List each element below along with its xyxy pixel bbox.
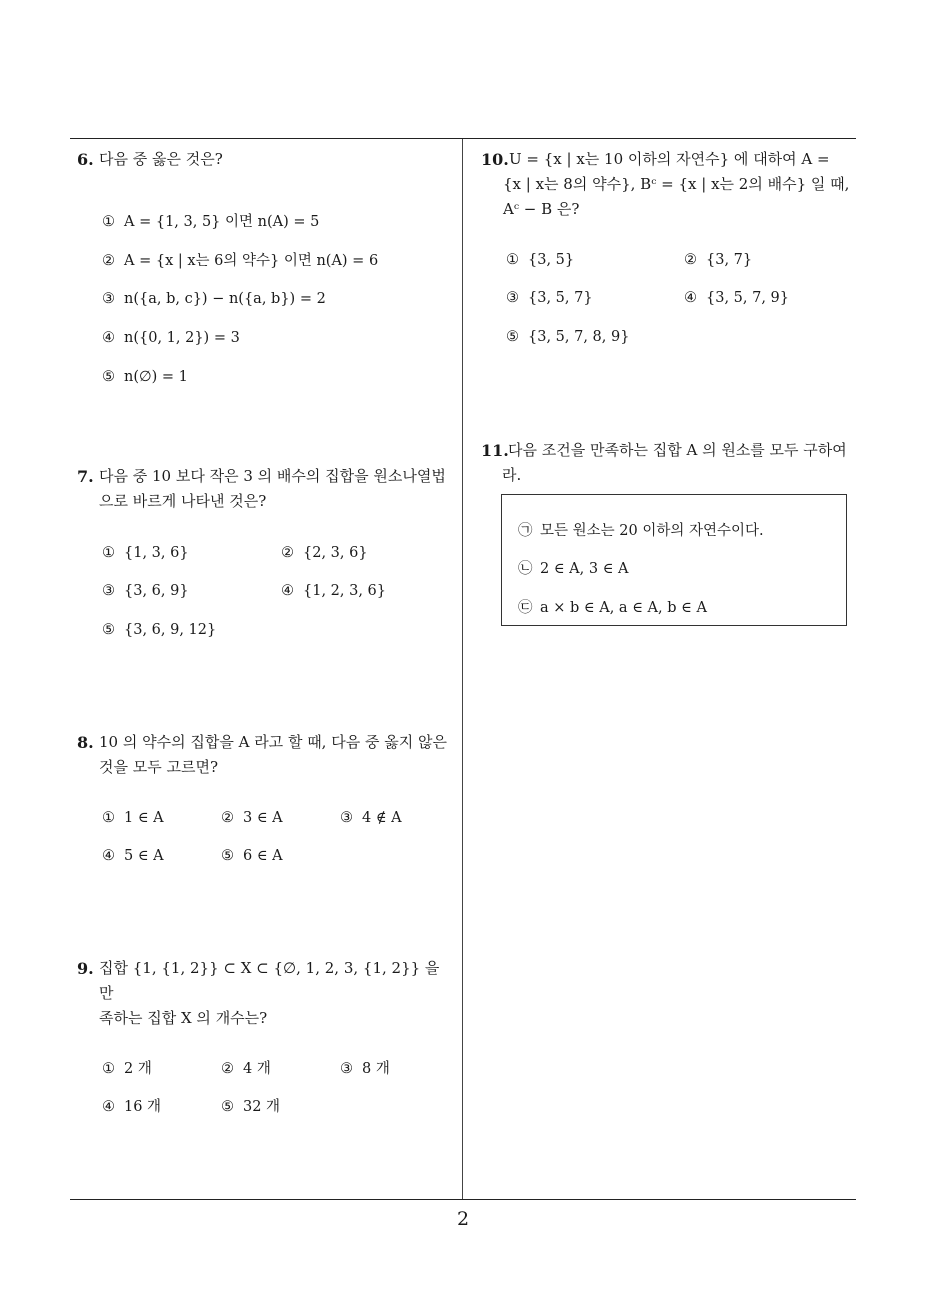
question-text-line-2: 족하는 집합 X 의 개수는? [99, 1009, 268, 1027]
question-text-line-2: {x | x는 8의 약수}, Bᶜ = {x | x는 2의 배수} 일 때, [503, 175, 850, 193]
choice-3[interactable]: ③ n({a, b, c}) − n({a, b}) = 2 [102, 291, 326, 307]
column-divider [462, 139, 463, 1200]
question-text-line-1: 다음 중 10 보다 작은 3 의 배수의 집합을 원소나열법 [99, 467, 446, 485]
question-text: 다음 중 옳은 것은? [99, 150, 223, 168]
question-7-stem [77, 464, 457, 514]
choice-4[interactable]: ④ 5 ∈ A [102, 848, 164, 864]
choice-5[interactable]: ⑤ 32 개 [221, 1099, 281, 1115]
choice-5[interactable]: ⑤ {3, 5, 7, 8, 9} [506, 329, 630, 345]
question-text-line-2: 것을 모두 고르면? [99, 758, 219, 776]
question-6-stem [77, 147, 457, 172]
choice-1[interactable]: ① A = {1, 3, 5} 이면 n(A) = 5 [102, 214, 320, 230]
question-number: 11. [481, 441, 509, 460]
question-text-line-2: 라. [502, 466, 522, 484]
choice-3[interactable]: ③ 4 ∉ A [340, 810, 402, 826]
page-number: 2 [456, 1208, 470, 1230]
question-10-stem [481, 147, 861, 222]
question-9 [77, 956, 457, 1115]
question-10 [481, 147, 861, 345]
choice-3[interactable]: ③ {3, 6, 9} [102, 583, 189, 599]
question-number: 9. [77, 959, 94, 978]
choice-2[interactable]: ② 4 개 [221, 1061, 271, 1077]
question-text-line-3: Aᶜ − B 은? [503, 200, 580, 218]
question-11-stem [481, 438, 861, 488]
condition-3: ㉢ a × b ∈ A, a ∈ A, b ∈ A [518, 600, 707, 616]
question-8 [77, 730, 457, 864]
choice-1[interactable]: ① 1 ∈ A [102, 810, 164, 826]
condition-box [501, 494, 847, 626]
question-8-stem [77, 730, 457, 780]
choice-5[interactable]: ⑤ n(∅) = 1 [102, 369, 188, 385]
choice-5[interactable]: ⑤ 6 ∈ A [221, 848, 283, 864]
question-11 [481, 438, 861, 488]
condition-1: ㉠ 모든 원소는 20 이하의 자연수이다. [518, 523, 764, 539]
question-number: 6. [77, 150, 94, 169]
choice-3[interactable]: ③ 8 개 [340, 1061, 390, 1077]
choice-5[interactable]: ⑤ {3, 6, 9, 12} [102, 622, 217, 638]
choice-4[interactable]: ④ n({0, 1, 2}) = 3 [102, 330, 240, 346]
question-text-line-2: 으로 바르게 나타낸 것은? [99, 492, 267, 510]
question-text-line-1: 10 의 약수의 집합을 A 라고 할 때, 다음 중 옳지 않은 [99, 733, 447, 751]
choice-4[interactable]: ④ 16 개 [102, 1099, 162, 1115]
choice-2[interactable]: ② A = {x | x는 6의 약수} 이면 n(A) = 6 [102, 253, 379, 269]
choice-2[interactable]: ② 3 ∈ A [221, 810, 283, 826]
choice-1[interactable]: ① 2 개 [102, 1061, 152, 1077]
question-6 [77, 147, 457, 385]
question-number: 7. [77, 467, 94, 486]
question-text-line-1: 집합 {1, {1, 2}} ⊂ X ⊂ {∅, 1, 2, 3, {1, 2}} 을 만 [99, 959, 440, 1002]
choice-2[interactable]: ② {3, 7} [684, 252, 753, 268]
choice-3[interactable]: ③ {3, 5, 7} [506, 290, 593, 306]
choice-4[interactable]: ④ {1, 2, 3, 6} [281, 583, 387, 599]
choice-1[interactable]: ① {3, 5} [506, 252, 575, 268]
choice-4[interactable]: ④ {3, 5, 7, 9} [684, 290, 790, 306]
condition-2: ㉡ 2 ∈ A, 3 ∈ A [518, 561, 629, 577]
question-number: 8. [77, 733, 94, 752]
question-text-line-1: U = {x | x는 10 이하의 자연수} 에 대하여 A = [509, 150, 830, 168]
question-9-stem [77, 956, 457, 1031]
top-rule [70, 138, 856, 139]
bottom-rule [70, 1199, 856, 1200]
question-7 [77, 464, 457, 638]
choice-1[interactable]: ① {1, 3, 6} [102, 545, 189, 561]
question-number: 10. [481, 150, 509, 169]
question-text-line-1: 다음 조건을 만족하는 집합 A 의 원소를 모두 구하여 [508, 441, 847, 459]
choice-2[interactable]: ② {2, 3, 6} [281, 545, 368, 561]
